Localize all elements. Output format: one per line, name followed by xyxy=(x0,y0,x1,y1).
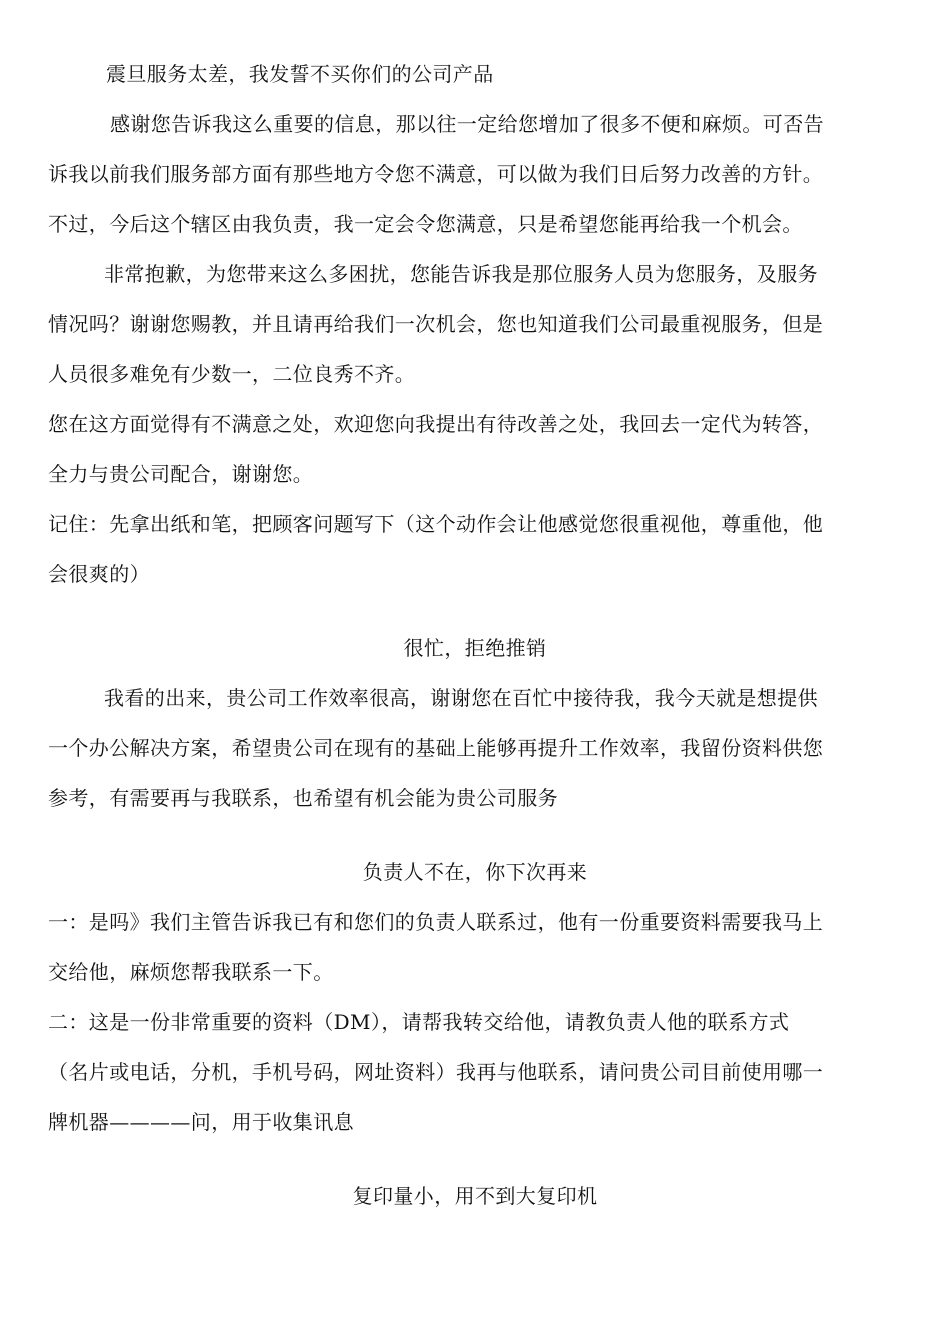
paragraph-line: （名片或电话，分机，手机号码，网址资料）我再与他联系，请问贵公司目前使用哪一 xyxy=(48,1060,824,1084)
paragraph-line: 感谢您告诉我这么重要的信息，那以往一定给您增加了很多不便和麻烦。可否告 xyxy=(110,112,824,136)
paragraph-line: 全力与贵公司配合，谢谢您。 xyxy=(48,462,314,486)
note-line: 记住：先拿出纸和笔，把顾客问题写下（这个动作会让他感觉您很重视他，尊重他，他 xyxy=(48,512,824,536)
paragraph-line: 一：是吗》我们主管告诉我已有和您们的负责人联系过，他有一份重要资料需要我马上 xyxy=(48,910,824,934)
paragraph-line: 不过，今后这个辖区由我负责，我一定会令您满意，只是希望您能再给我一个机会。 xyxy=(48,212,803,236)
paragraph-line: 情况吗？谢谢您赐教，并且请再给我们一次机会，您也知道我们公司最重视服务，但是 xyxy=(48,312,824,336)
paragraph-line: 交给他，麻烦您帮我联系一下。 xyxy=(48,960,334,984)
paragraph-line: 参考，有需要再与我联系，也希望有机会能为贵公司服务 xyxy=(48,786,558,810)
paragraph-line: 非常抱歉，为您带来这么多困扰，您能告诉我是那位服务人员为您服务，及服务 xyxy=(104,262,818,286)
paragraph-line: 二：这是一份非常重要的资料（DM），请帮我转交给他，请教负责人他的联系方式 xyxy=(48,1010,790,1034)
paragraph-line: 一个办公解决方案，希望贵公司在现有的基础上能够再提升工作效率，我留份资料供您 xyxy=(48,736,824,760)
note-line: 会很爽的） xyxy=(48,562,150,586)
paragraph-line: 牌机器————问，用于收集讯息 xyxy=(48,1110,354,1134)
paragraph-line: 您在这方面觉得有不满意之处，欢迎您向我提出有待改善之处，我回去一定代为转答， xyxy=(48,412,824,436)
section-heading-small-volume: 复印量小，用不到大复印机 xyxy=(352,1184,598,1208)
paragraph-line: 我看的出来，贵公司工作效率很高，谢谢您在百忙中接待我，我今天就是想提供 xyxy=(104,686,818,710)
paragraph-line: 诉我以前我们服务部方面有那些地方令您不满意，可以做为我们日后努力改善的方针。 xyxy=(48,162,824,186)
section-heading-busy: 很忙，拒绝推销 xyxy=(403,636,547,660)
paragraph-line: 人员很多难免有少数一，二位良秀不齐。 xyxy=(48,362,416,386)
section-heading-absent: 负责人不在，你下次再来 xyxy=(362,860,588,884)
objection-heading-service: 震旦服务太差，我发誓不买你们的公司产品 xyxy=(106,62,494,86)
